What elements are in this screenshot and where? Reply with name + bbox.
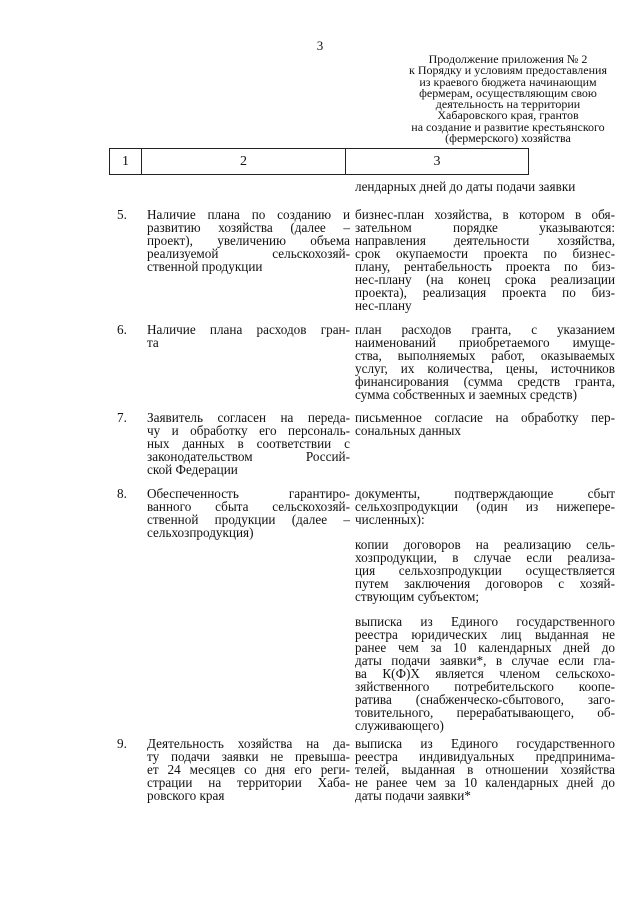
text-line: ровского края [147, 788, 225, 803]
text-line: нес-плану [355, 298, 412, 313]
text-line: ция сельхозпродукции осуществляется [355, 563, 615, 578]
text-line: ратива (снабженческо-сбытового, заго- [355, 692, 615, 707]
text-line: ранее чем за 10 календарных дней до [355, 640, 615, 655]
text-line: развитию хозяйства (далее – [147, 220, 350, 235]
text-line: сональных данных [355, 423, 462, 438]
table-header [109, 148, 529, 175]
text-line: бизнес-план хозяйства, в котором в обя- [355, 207, 615, 222]
document-cell [355, 323, 615, 401]
text-line: страции на территории Хаба- [147, 775, 350, 790]
text-line: копии договоров на реализацию сель- [355, 537, 615, 552]
appendix-title: Продолжение приложения № 2 [428, 52, 588, 66]
text-line: план расходов гранта, с указанием [355, 322, 615, 337]
row-number: 8. [117, 486, 127, 501]
document-cell [355, 208, 615, 312]
text-line: ственной продукции (далее – [147, 512, 350, 527]
page-number: 3 [316, 38, 324, 53]
text-line: ванного сбыта сельскохозяй- [147, 499, 350, 514]
text-line: та [147, 335, 159, 350]
text-line: служивающего) [355, 718, 444, 733]
text-line: ской Федерации [147, 462, 238, 477]
text-line: товительного, перерабатывающего, об- [355, 705, 615, 720]
text-line: ных данных в соответствии с [147, 436, 350, 451]
row-number: 6. [117, 322, 127, 337]
text-line: лендарных дней до даты подачи заявки [355, 179, 576, 194]
text-line: зательном порядке указываются: [355, 220, 615, 235]
criterion-cell [147, 487, 350, 539]
text-line: сумма собственных и заемных средств) [355, 387, 577, 402]
row-number: 9. [117, 736, 127, 751]
text-line: срок окупаемости проекта по бизнес- [355, 246, 615, 261]
text-line: Наличие плана по созданию и [147, 207, 350, 222]
text-line: документы, подтверждающие сбыт [355, 486, 615, 501]
criterion-cell [147, 323, 350, 349]
text-line: даты подачи заявки* [355, 788, 471, 803]
continuation-text [355, 180, 615, 193]
criterion-cell [147, 208, 350, 273]
text-line: плану, рентабельность проекта по биз- [355, 259, 615, 274]
text-line: проект), увеличению объема [147, 233, 350, 248]
appendix-line: Хабаровского края, грантов [437, 108, 579, 123]
criterion-cell [147, 737, 350, 802]
text-line: реализуемой сельскохозяй- [147, 246, 350, 261]
document-cell [355, 615, 615, 732]
text-line: ва К(Ф)Х является членом сельскохо- [355, 666, 615, 681]
text-line: Заявитель согласен на переда- [147, 410, 350, 425]
text-line: путем заключения договоров с хозяй- [355, 576, 615, 591]
text-line: ту подачи заявки не превыша- [147, 749, 350, 764]
text-line: ет 24 месяцев со дня его реги- [147, 762, 350, 777]
text-line: выписка из Единого государственного [355, 614, 615, 629]
appendix-line: деятельность на территории [435, 97, 581, 112]
header-col-3: 3 [433, 153, 441, 169]
text-line: реестра индивидуальных предпринима- [355, 749, 615, 764]
document-cell [355, 538, 615, 603]
text-line: даты подачи заявки*, в случае если гла- [355, 653, 615, 668]
text-line: чу и обработку его персональ- [147, 423, 350, 438]
text-line: Обеспеченность гарантиро- [147, 486, 350, 501]
header-col-1: 1 [110, 149, 142, 174]
text-line: телей, выданная в отношении хозяйства [355, 762, 615, 777]
document-cell [355, 487, 615, 526]
text-line: Наличие плана расходов гран- [147, 322, 350, 337]
text-line: ственной продукции [147, 259, 263, 274]
appendix-line: на создание и развитие крестьянского [411, 119, 605, 134]
text-line: численных): [355, 512, 425, 527]
text-line: нес-плану (на конец срока реализации [355, 272, 615, 287]
text-line: проекта), реализация проекта по биз- [355, 285, 615, 300]
row-number: 5. [117, 207, 127, 222]
text-line: сельхозпродукция) [147, 525, 254, 540]
text-line: хозпродукции, в случае если реализа- [355, 550, 615, 565]
appendix-line: к Порядку и условиям предоставления [409, 63, 607, 78]
row-number: 7. [117, 410, 127, 425]
text-line: письменное согласие на обработку пер- [355, 410, 615, 425]
text-line: сельхозпродукции (один из нижепере- [355, 499, 615, 514]
text-line: зяйственного потребительского коопе- [355, 679, 615, 694]
text-line: законодательством Россий- [147, 449, 350, 464]
text-line: ствующим субъектом; [355, 589, 480, 604]
appendix-line: из краевого бюджета начинающим [419, 74, 597, 89]
text-line: направления деятельности хозяйства, [355, 233, 615, 248]
text-line: финансирования (сумма средств гранта, [355, 374, 615, 389]
text-line: услуг, их количества, цены, источников [355, 361, 615, 376]
appendix-reference [370, 54, 640, 144]
criterion-cell [147, 411, 350, 476]
document-cell [355, 411, 615, 437]
text-line: ства, выполняемых работ, оказываемых [355, 348, 615, 363]
appendix-line: (фермерского) хозяйства [445, 131, 571, 146]
document-cell [355, 737, 615, 802]
appendix-line: фермерам, осуществляющим свою [419, 85, 597, 100]
header-col-2: 2 [142, 149, 346, 174]
text-line: выписка из Единого государственного [355, 736, 615, 751]
text-line: Деятельность хозяйства на да- [147, 736, 350, 751]
text-line: не ранее чем за 10 календарных дней до [355, 775, 615, 790]
text-line: наименований приобретаемого имуще- [355, 335, 615, 350]
text-line: реестра юридических лиц выданная не [355, 627, 615, 642]
